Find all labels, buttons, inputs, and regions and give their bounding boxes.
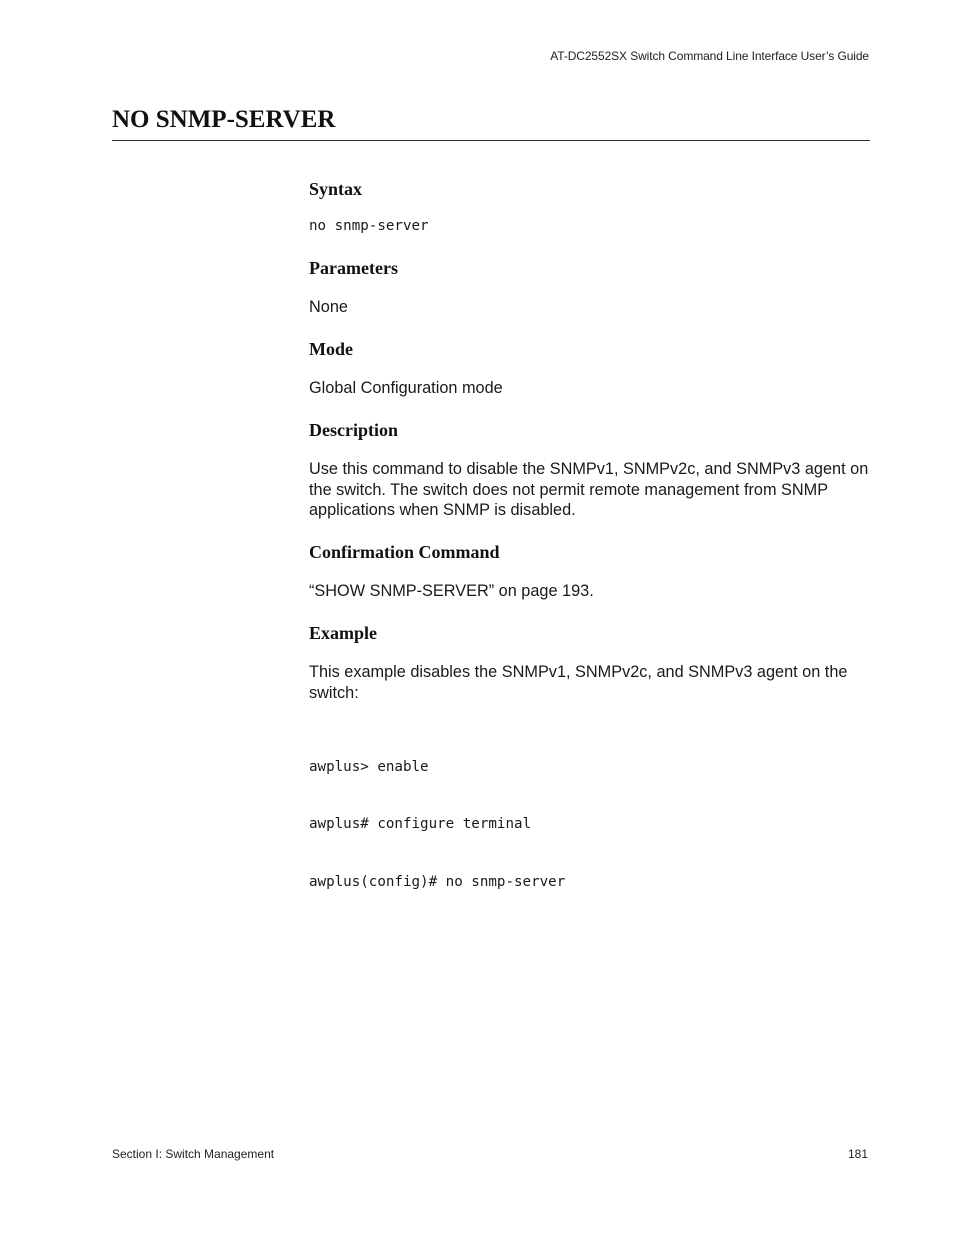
description-heading: Description — [309, 420, 398, 440]
parameters-heading: Parameters — [309, 258, 398, 278]
confirmation-heading: Confirmation Command — [309, 542, 500, 562]
description-text: Use this command to disable the SNMPv1, SNMPv2c, and SNMPv3 agent on the switch. The switch does not permit remote management from SNMP applications when SNMP is disabled. — [309, 460, 869, 519]
parameters-text: None — [309, 298, 348, 316]
code-line: awplus(config)# no snmp-server — [309, 874, 566, 891]
example-heading: Example — [309, 623, 378, 643]
code-line: awplus> enable — [309, 758, 429, 775]
title-divider — [112, 140, 870, 141]
example-code-block — [309, 719, 565, 931]
mode-heading: Mode — [309, 339, 353, 359]
syntax-code: no snmp-server — [309, 218, 429, 234]
confirmation-link[interactable]: “SHOW SNMP-SERVER” on page 193. — [309, 582, 594, 600]
footer-page-number: 181 — [847, 1147, 868, 1161]
footer-section-label: Section I: Switch Management — [112, 1147, 275, 1161]
code-line: awplus# configure terminal — [309, 816, 532, 833]
example-text: This example disables the SNMPv1, SNMPv2c, and SNMPv3 agent on the switch: — [309, 663, 848, 702]
mode-text: Global Configuration mode — [309, 379, 503, 397]
syntax-heading: Syntax — [309, 179, 363, 199]
page-title: NO SNMP-SERVER — [112, 106, 336, 133]
running-header: AT-DC2552SX Switch Command Line Interface User’s Guide — [550, 49, 869, 63]
